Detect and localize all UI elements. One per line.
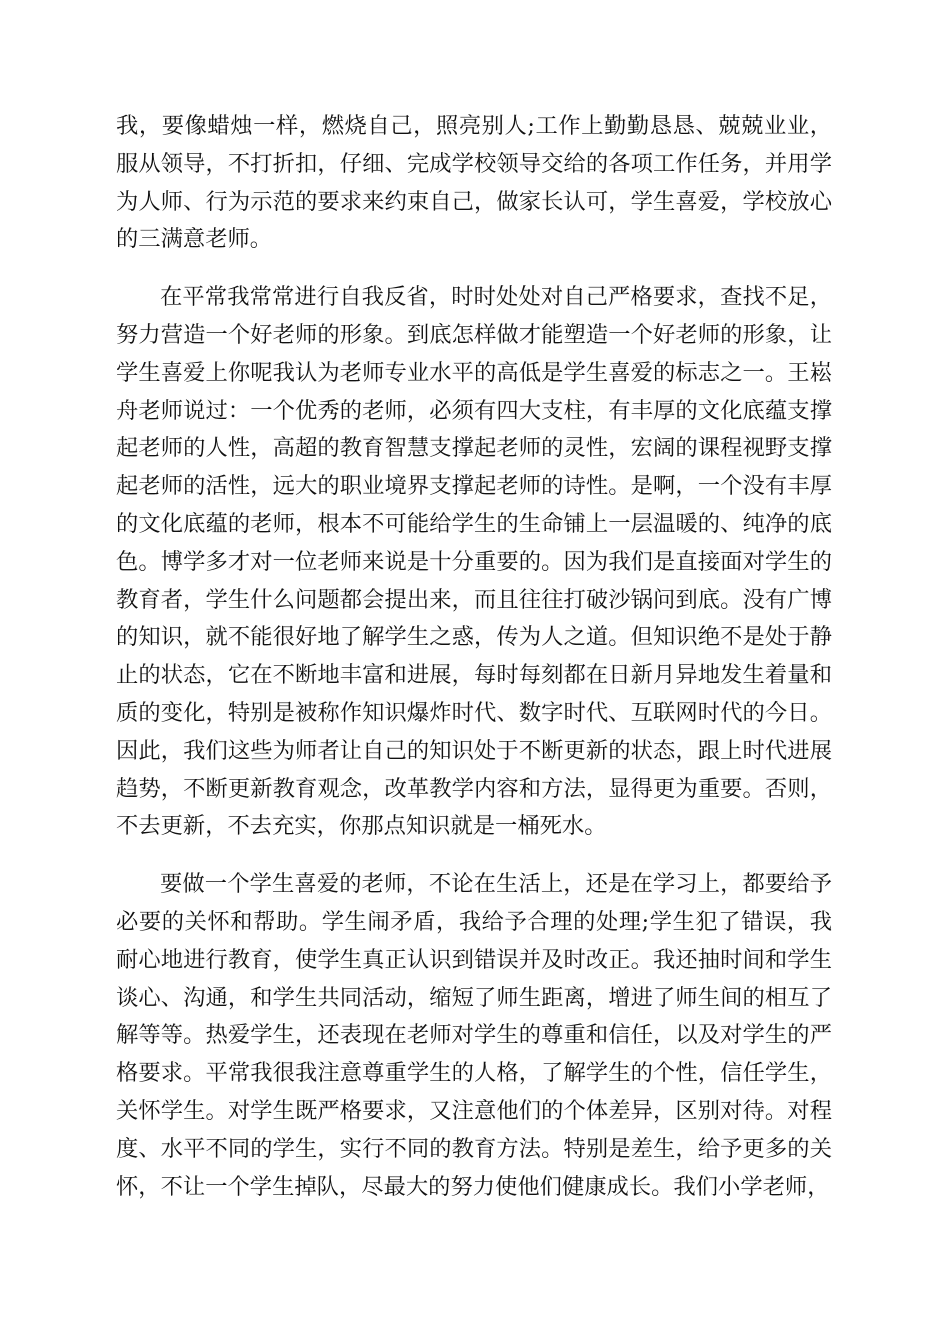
paragraph-1: 我，要像蜡烛一样，燃烧自己，照亮别人;工作上勤勤恳恳、兢兢业业，服从领导，不打折扣，仔细、完成学校领导交给的各项工作任务，并用学为人师、行为示范的要求来约束自己，做家长认可，学生喜爱，学校放心的三满意老师。 <box>116 113 832 253</box>
paragraph-3: 要做一个学生喜爱的老师，不论在生活上，还是在学习上，都要给予必要的关怀和帮助。学生闹矛盾，我给予合理的处理;学生犯了错误，我耐心地进行教育，使学生真正认识到错误并及时改正。我还抽时间和学生谈心、沟通，和学生共同活动，缩短了师生距离，增进了师生间的相互了解等等。热爱学生，还表现在老师对学生的尊重和信任，以及对学生的严格要求。平常我很我注意尊重学生的人格，了解学生的个性，信任学生，关怀学生。对学生既严格要求，又注意他们的个体差异，区别对待。对程度、水平不同的学生，实行不同的教育方法。特别是差生，给予更多的关怀，不让一个学生掉队，尽最大的努力使他们健康成长。我们小学老师， <box>116 871 832 1200</box>
document-body <box>116 108 832 1206</box>
paragraph-2: 在平常我常常进行自我反省，时时处处对自己严格要求，查找不足，努力营造一个好老师的形象。到底怎样做才能塑造一个好老师的形象，让学生喜爱上你呢我认为老师专业水平的高低是学生喜爱的标志之一。王崧舟老师说过：一个优秀的老师，必须有四大支柱，有丰厚的文化底蕴支撑起老师的人性，高超的教育智慧支撑起老师的灵性，宏阔的课程视野支撑起老师的活性，远大的职业境界支撑起老师的诗性。是啊，一个没有丰厚的文化底蕴的老师，根本不可能给学生的生命铺上一层温暖的、纯净的底色。博学多才对一位老师来说是十分重要的。因为我们是直接面对学生的教育者，学生什么问题都会提出来，而且往往打破沙锅问到底。没有广博的知识，就不能很好地了解学生之惑，传为人之道。但知识绝不是处于静止的状态，它在不断地丰富和进展，每时每刻都在日新月异地发生着量和质的变化，特别是被称作知识爆炸时代、数字时代、互联网时代的今日。因此，我们这些为师者让自己的知识处于不断更新的状态，跟上时代进展趋势，不断更新教育观念，改革教学内容和方法，显得更为重要。否则，不去更新，不去充实，你那点知识就是一桶死水。 <box>116 284 832 840</box>
